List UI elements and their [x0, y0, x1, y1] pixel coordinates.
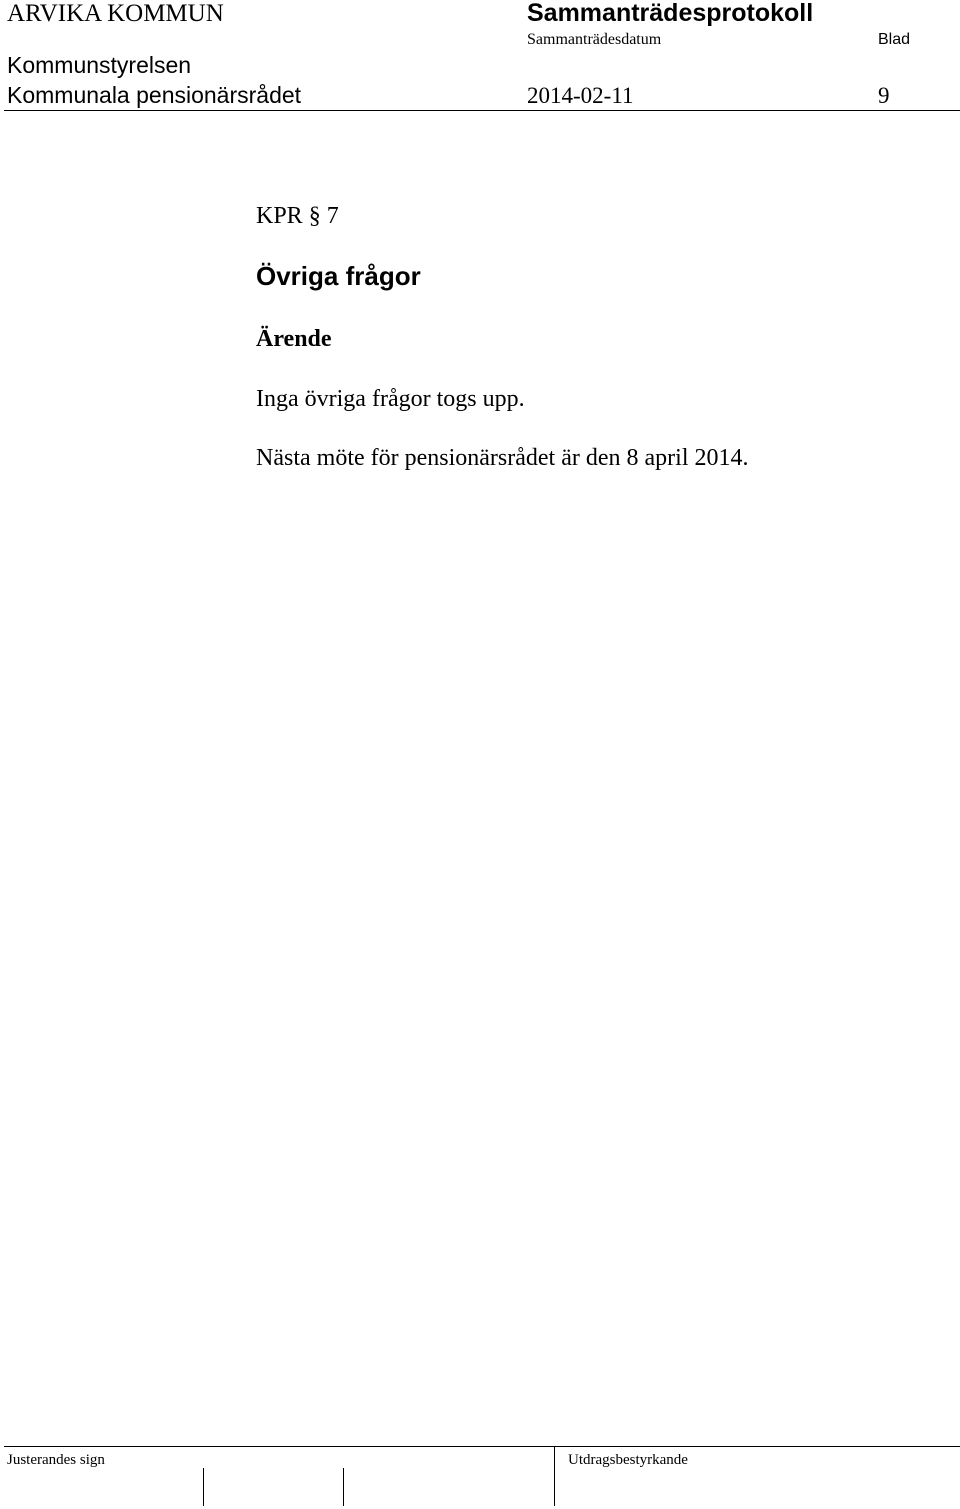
document-type: Sammanträdesprotokoll: [527, 0, 814, 27]
section-title: Övriga frågor: [256, 261, 421, 291]
page-label: Blad: [878, 31, 911, 48]
section-subheading: Ärende: [256, 326, 332, 352]
paragraph: Nästa möte för pensionärsrådet är den 8 april 2014.: [256, 445, 749, 471]
meeting-date: 2014-02-11: [527, 83, 634, 108]
signature-box-divider: [343, 1468, 344, 1506]
header-divider: [4, 110, 960, 111]
footer-column-divider: [554, 1446, 555, 1506]
meeting-date-label: Sammanträdesdatum: [527, 31, 662, 48]
municipality-name: ARVIKA KOMMUN: [7, 0, 224, 27]
council-name: Kommunala pensionärsrådet: [7, 82, 302, 108]
signature-box-divider: [203, 1468, 204, 1506]
section-reference: KPR § 7: [256, 203, 339, 229]
paragraph: Inga övriga frågor togs upp.: [256, 386, 525, 412]
certification-label: Utdragsbestyrkande: [568, 1452, 688, 1468]
page-number: 9: [878, 83, 890, 108]
signature-label: Justerandes sign: [7, 1452, 105, 1468]
footer-divider: [4, 1446, 960, 1447]
board-name: Kommunstyrelsen: [7, 52, 192, 78]
